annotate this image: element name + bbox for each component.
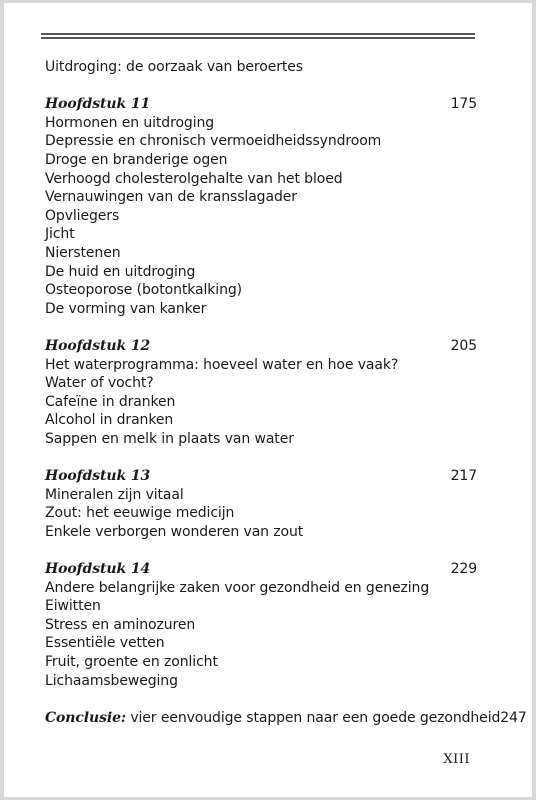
toc-entry: Stress en aminozuren: [45, 616, 196, 633]
chapter-section: [45, 95, 477, 318]
conclusion-text: vier eenvoudige stappen naar een goede gezondheid: [125, 709, 501, 726]
toc-entry: Lichaamsbeweging: [45, 672, 178, 689]
toc-entry: Andere belangrijke zaken voor gezondheid en genezing: [45, 579, 430, 596]
page-folio: XIII: [443, 752, 470, 767]
chapter-label: Hoofdstuk 11: [45, 96, 151, 113]
chapter-page-number: 175: [450, 96, 477, 113]
chapter-label: Hoofdstuk 14: [45, 561, 151, 578]
toc-entry: Het waterprogramma: hoeveel water en hoe vaak?: [45, 356, 399, 373]
toc-entry: Eiwitten: [45, 598, 101, 615]
toc-entry: Fruit, groente en zonlicht: [45, 654, 218, 670]
toc-entry: Droge en branderige ogen: [45, 151, 228, 168]
chapter-heading: [45, 560, 477, 579]
toc-entry: Mineralen zijn vitaal: [45, 486, 184, 503]
toc-entry: Enkele verborgen wonderen van zout: [45, 523, 304, 540]
toc-entry: Nierstenen: [45, 244, 121, 261]
chapter-heading: [45, 337, 477, 356]
conclusion-title: [45, 709, 500, 728]
toc-entry: De vorming van kanker: [45, 300, 207, 317]
toc-entry: Jicht: [45, 226, 75, 243]
header-rule-bottom: [41, 37, 475, 39]
chapter-section: [45, 337, 477, 449]
conclusion-page-number: 247: [500, 709, 527, 726]
toc-entry: Essentiële vetten: [45, 635, 165, 652]
chapter-heading: [45, 95, 477, 114]
toc-entry: Vernauwingen van de kransslagader: [45, 189, 297, 206]
toc-entry: Cafeïne in dranken: [45, 393, 176, 410]
chapter-heading: [45, 467, 477, 486]
toc-entry: De huid en uitdroging: [45, 263, 196, 280]
chapter-section: [45, 467, 477, 541]
toc-entry: Hormonen en uitdroging: [45, 114, 215, 131]
toc-entry: Verhoogd cholesterolgehalte van het bloed: [45, 170, 343, 187]
chapter-section: [45, 560, 477, 690]
conclusion-label: Conclusie:: [45, 709, 126, 726]
toc-entry: Sappen en melk in plaats van water: [45, 430, 294, 447]
toc-entry: Uitdroging: de oorzaak van beroertes: [45, 59, 303, 75]
header-rule-top: [41, 33, 475, 35]
chapter-page-number: 205: [450, 337, 477, 354]
toc-entry: Opvliegers: [45, 207, 120, 224]
conclusion-section: [45, 709, 527, 728]
toc-entry: Zout: het eeuwige medicijn: [45, 505, 235, 522]
toc-entry: Alcohol in dranken: [45, 412, 174, 429]
chapter-label: Hoofdstuk 12: [45, 337, 151, 354]
chapter-page-number: 229: [450, 561, 477, 578]
toc-entry: Depressie en chronisch vermoeidheidssyndroom: [45, 133, 382, 150]
table-of-contents: [45, 58, 527, 727]
toc-entry: Osteoporose (botontkalking): [45, 282, 242, 299]
chapter-page-number: 217: [450, 468, 477, 485]
toc-entry: Water of vocht?: [45, 375, 154, 392]
conclusion-heading: [45, 709, 527, 728]
chapter-label: Hoofdstuk 13: [45, 468, 151, 485]
book-page: [4, 3, 532, 797]
